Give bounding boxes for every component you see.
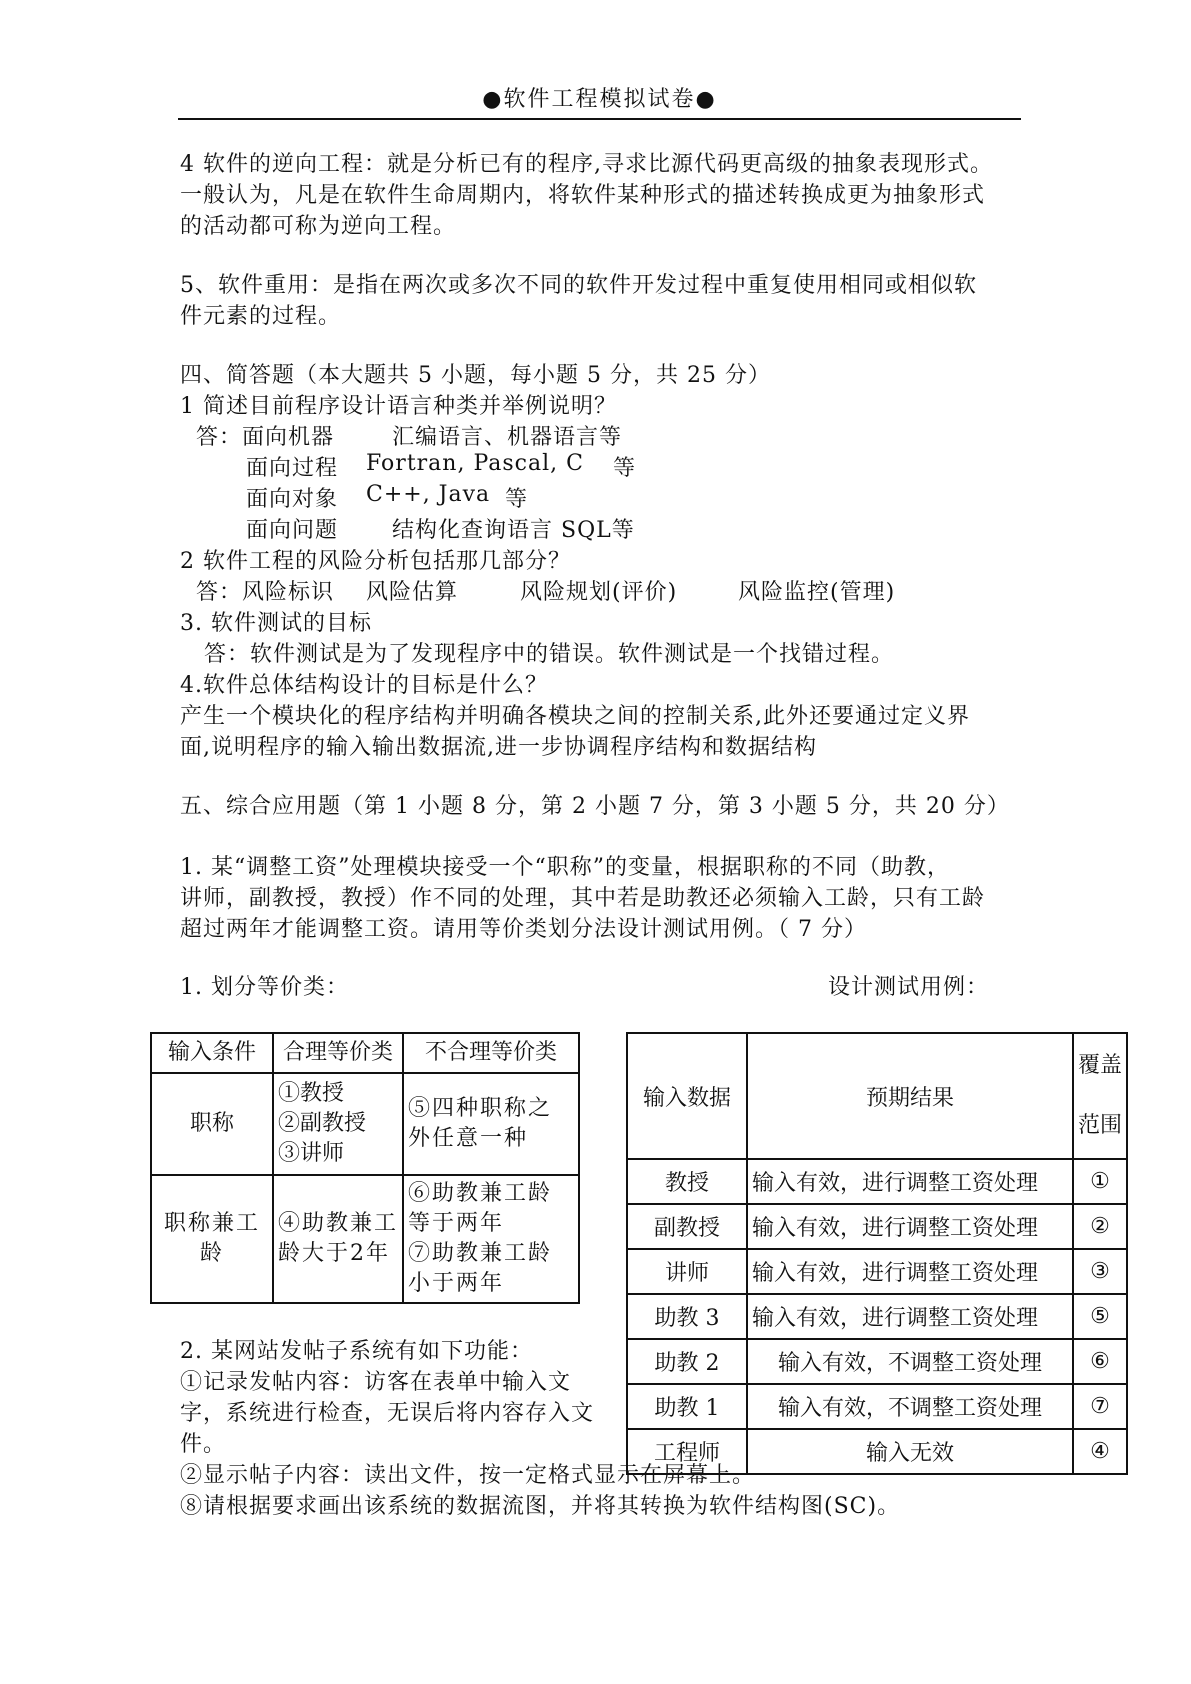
table-cell: ① — [1073, 1159, 1127, 1204]
valid-class: ③讲师 — [278, 1141, 345, 1166]
text-line: 1. 某“调整工资”处理模块接受一个“职称”的变量，根据职称的不同（助教， — [180, 855, 950, 880]
answer-text: 风险估算 — [366, 580, 459, 605]
table-cell: ⑦ — [1073, 1384, 1127, 1429]
table-cell: ④ — [1073, 1429, 1127, 1474]
table-cell: 工程师 — [627, 1429, 747, 1474]
table-cell: 助教 1 — [627, 1384, 747, 1429]
text-line: ②显示帖子内容：读出文件，按一定格式显示在屏幕上。 — [180, 1463, 756, 1488]
table-header: 输入数据 — [627, 1033, 747, 1159]
text-line: ①记录发帖内容：访客在表单中输入文 — [180, 1370, 572, 1395]
text-line: 5、软件重用：是指在两次或多次不同的软件开发过程中重复使用相同或相似软 — [180, 273, 977, 298]
test-case-table — [626, 1032, 1128, 1475]
answer-text: 风险监控(管理) — [738, 580, 896, 605]
table-header: 合理等价类 — [273, 1033, 403, 1073]
table-cell: 输入有效，进行调整工资处理 — [747, 1294, 1073, 1339]
answer-text: 等 — [505, 487, 529, 512]
answer-text: 面,说明程序的输入输出数据流,进一步协调程序结构和数据结构 — [180, 735, 817, 760]
answer-text: 答：软件测试是为了发现程序中的错误。软件测试是一个找错过程。 — [204, 642, 895, 667]
answer-text: 产生一个模块化的程序结构并明确各模块之间的控制关系,此外还要通过定义界 — [180, 704, 970, 729]
table-cell: ③ — [1073, 1249, 1127, 1294]
answer-text: 汇编语言、机器语言等 — [392, 425, 623, 450]
answer-text: 面向对象 — [246, 487, 339, 512]
table-cell — [273, 1073, 403, 1175]
invalid-class: ⑦助教兼工龄小于两年 — [408, 1241, 553, 1296]
table-header: 不合理等价类 — [403, 1033, 579, 1073]
text-line: 4 软件的逆向工程：就是分析已有的程序,寻求比源代码更高级的抽象表现形式。 — [180, 152, 993, 177]
text-line: 件元素的过程。 — [180, 304, 342, 329]
table-cell: ④助教兼工龄大于2年 — [273, 1175, 403, 1303]
text-line: 2. 某网站发帖子系统有如下功能： — [180, 1339, 533, 1364]
answer-text: 答：面向机器 — [196, 425, 335, 450]
text-line: 一般认为，凡是在软件生命周期内，将软件某种形式的描述转换成更为抽象形式 — [180, 183, 986, 208]
table-header: 预期结果 — [747, 1033, 1073, 1159]
text-line: 1. 划分等价类： — [180, 975, 349, 1000]
table-cell: 助教 3 — [627, 1294, 747, 1339]
text-line: 讲师，副教授，教授）作不同的处理，其中若是助教还必须输入工龄，只有工龄 — [180, 886, 986, 911]
answer-text: 风险规划(评价) — [520, 580, 678, 605]
table-cell: 教授 — [627, 1159, 747, 1204]
table-header — [1073, 1033, 1127, 1159]
text-line: 设计测试用例： — [828, 975, 990, 1000]
header-rule — [178, 118, 1021, 120]
answer-text: 面向问题 — [246, 518, 339, 543]
table-cell: 输入有效，进行调整工资处理 — [747, 1159, 1073, 1204]
table-cell: 讲师 — [627, 1249, 747, 1294]
question: 3. 软件测试的目标 — [180, 611, 372, 636]
cover-header-line: 覆盖 — [1078, 1053, 1123, 1078]
table-cell: ⑤ — [1073, 1294, 1127, 1339]
answer-text: 等 — [613, 456, 637, 481]
answer-text: C++, Java — [366, 482, 491, 507]
table-cell — [403, 1175, 579, 1303]
table-cell: 职称 — [151, 1073, 273, 1175]
question: 2 软件工程的风险分析包括那几部分？ — [180, 549, 571, 574]
table-cell: 输入有效，不调整工资处理 — [747, 1384, 1073, 1429]
section-heading: 四、简答题（本大题共 5 小题，每小题 5 分，共 25 分） — [180, 363, 771, 388]
text-line: 字，系统进行检查，无误后将内容存入文 — [180, 1401, 595, 1426]
section-heading: 五、综合应用题（第 1 小题 8 分，第 2 小题 7 分，第 3 小题 5 分，共 20 分） — [180, 794, 1010, 819]
valid-class: ②副教授 — [278, 1111, 367, 1136]
answer-text: Fortran, Pascal, C — [366, 451, 584, 476]
table-cell: 输入有效，不调整工资处理 — [747, 1339, 1073, 1384]
text-line: 的活动都可称为逆向工程。 — [180, 214, 457, 239]
answer-text: 答：风险标识 — [196, 580, 335, 605]
table-cell: ⑥ — [1073, 1339, 1127, 1384]
text-line: ⑧请根据要求画出该系统的数据流图，并将其转换为软件结构图(SC)。 — [180, 1494, 901, 1519]
table-cell: 输入有效，进行调整工资处理 — [747, 1204, 1073, 1249]
question: 1 简述目前程序设计语言种类并举例说明？ — [180, 394, 617, 419]
valid-class: ①教授 — [278, 1081, 345, 1106]
page-header: ●软件工程模拟试卷● — [482, 87, 717, 112]
table-cell: 职称兼工龄 — [151, 1175, 273, 1303]
answer-text: 面向过程 — [246, 456, 339, 481]
table-header: 输入条件 — [151, 1033, 273, 1073]
cover-header-line: 范围 — [1078, 1113, 1123, 1138]
table-cell: 助教 2 — [627, 1339, 747, 1384]
answer-text: 结构化查询语言 SQL等 — [392, 518, 635, 543]
table-cell: 副教授 — [627, 1204, 747, 1249]
invalid-class: ⑥助教兼工龄等于两年 — [408, 1181, 553, 1236]
question: 4.软件总体结构设计的目标是什么？ — [180, 673, 548, 698]
equivalence-class-table — [150, 1032, 580, 1304]
text-line: 超过两年才能调整工资。请用等价类划分法设计测试用例。（ 7 分） — [180, 917, 867, 942]
table-cell: 输入无效 — [747, 1429, 1073, 1474]
text-line: 件。 — [180, 1432, 227, 1457]
table-cell: 输入有效，进行调整工资处理 — [747, 1249, 1073, 1294]
table-cell: ② — [1073, 1204, 1127, 1249]
table-cell: ⑤四种职称之外任意一种 — [403, 1073, 579, 1175]
